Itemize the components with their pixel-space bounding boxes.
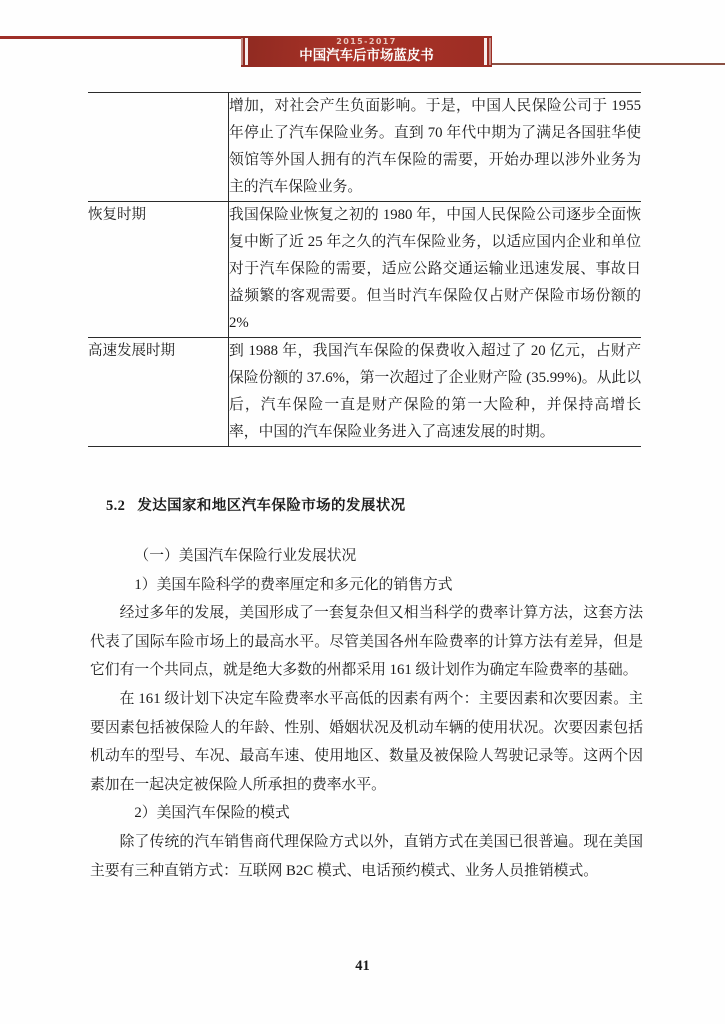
period-table [88, 92, 641, 447]
table-row [88, 93, 641, 202]
paragraph-1: 经过多年的发展，美国形成了一套复杂但又相当科学的费率计算方法，这套方法代表了国际车险市场上的最高水平。尽管美国各州车险费率的计算方法有差异，但是它们有一个共同点，就是绝大多数的州都采用 161 级计划作为确定车险费率的基础。 [90, 605, 643, 679]
paragraph-3: 除了传统的汽车销售商代理保险方式以外，直销方式在美国已很普遍。现在美国主要有三种直销方式：互联网 B2C 模式、电话预约模式、业务人员推销模式。 [90, 833, 643, 879]
section-title: 发达国家和地区汽车保险市场的发展状况 [137, 498, 406, 514]
sub-heading-1-2: 2）美国汽车保险的模式 [134, 805, 290, 822]
period-table-body [88, 93, 641, 447]
header-title-badge [241, 36, 492, 67]
header-book-title: 中国汽车后市场蓝皮书 [299, 48, 434, 64]
sub-heading-1-1: 1）美国车险科学的费率厘定和多元化的销售方式 [134, 576, 453, 593]
section-heading [106, 494, 406, 515]
header-rule-left [0, 36, 242, 39]
table-row [88, 338, 641, 447]
table-cell-body: 到 1988 年，我国汽车保险的保费收入超过了 20 亿元，占财产保险份额的 37.6%，第一次超过了企业财产险 (35.99%)。从此以后，汽车保险一直是财产保险的第一大险种，并保持高增长率，中国的汽车保险业务进入了高速发展的时期。 [229, 338, 642, 447]
table-cell-label: 恢复时期 [88, 202, 229, 338]
table-cell-label [88, 93, 229, 202]
page-number: 41 [355, 958, 370, 974]
sub-heading-1: （一）美国汽车保险行业发展状况 [134, 548, 357, 564]
table-cell-body: 增加，对社会产生负面影响。于是，中国人民保险公司于 1955 年停止了汽车保险业务。直到 70 年代中期为了满足各国驻华使领馆等外国人拥有的汽车保险的需要，开始办理以涉外业务为主的汽车保险业务。 [229, 93, 642, 202]
page-header [0, 25, 725, 73]
header-rule-right [492, 63, 725, 65]
table-row [88, 202, 641, 338]
section-number: 5.2 [106, 498, 126, 514]
table-cell-label: 高速发展时期 [88, 338, 229, 447]
table-cell-body: 我国保险业恢复之初的 1980 年，中国人民保险公司逐步全面恢复中断了近 25 年之久的汽车保险业务，以适应国内企业和单位对于汽车保险的需要，适应公路交通运输业迅速发展、事故日益频繁的客观需要。但当时汽车保险仅占财产保险市场份额的 2% [229, 202, 642, 338]
paragraph-2: 在 161 级计划下决定车险费率水平高低的因素有两个：主要因素和次要因素。主要因素包括被保险人的年龄、性别、婚姻状况及机动车辆的使用状况。次要因素包括机动车的型号、车况、最高车速、使用地区、数量及被保险人驾驶记录等。这两个因素加在一起决定被保险人所承担的费率水平。 [90, 690, 643, 793]
header-years: 2015-2017 [336, 37, 397, 46]
body-content [90, 542, 643, 885]
